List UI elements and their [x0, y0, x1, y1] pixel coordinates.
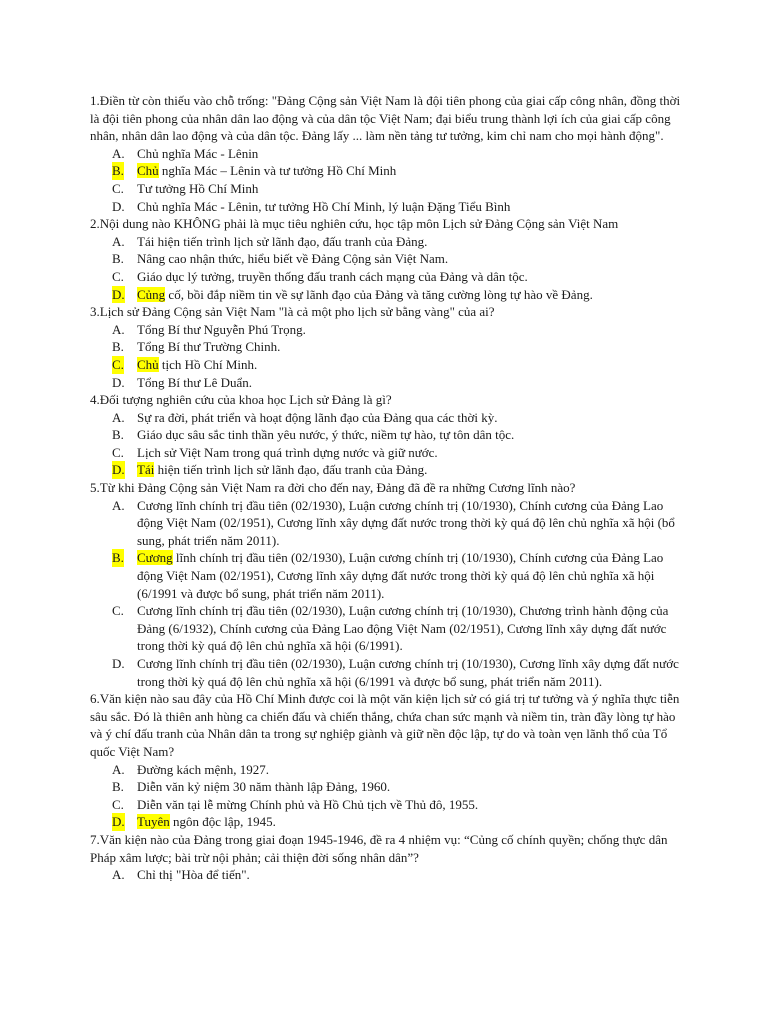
question-text: 1.Điền từ còn thiếu vào chỗ trống: "Đảng Cộng sản Việt Nam là đội tiên phong của giai cấp công nhân, đồng thời là đội tiên phong của nhân dân lao động và của dân tộc Việt Nam; đại biểu trung thành lợi ích của giai cấp công nhân, nhân dân lao động và của dân tộc. Đảng lấy ... làm nền tảng tư tưởng, kim chỉ nam cho mọi hành động". — [90, 93, 681, 144]
question-4 — [90, 391, 690, 479]
option-b: B. Tổng Bí thư Trường Chinh. — [112, 339, 281, 355]
answer-highlight: Tuyên — [137, 814, 170, 830]
option-a: A. Cương lĩnh chính trị đầu tiên (02/1930), Luận cương chính trị (10/1930), Chính cương của Đảng Lao động Việt Nam (02/1951), Cương lĩnh xây dựng đất nước trong thời kỳ quá độ lên chủ nghĩa xã hội (bổ sung, phát triển năm 2011). — [112, 497, 675, 548]
answer-highlight: Củng — [137, 286, 166, 302]
option-list — [90, 233, 690, 303]
answer-highlight: Chủ — [137, 356, 159, 372]
option-d: D. Cương lĩnh chính trị đầu tiên (02/1930), Luận cương chính trị (10/1930), Cương lĩnh xây dựng đất nước trong thời kỳ quá độ lên chủ nghĩa xã hội (6/1991 và được bổ sung, phát triển năm 2011). — [112, 656, 679, 689]
option-d-highlighted: D. Tuyên ngôn độc lập, 1945. — [112, 814, 276, 830]
option-d-highlighted: D. Tái hiện tiến trình lịch sử lãnh đạo, đấu tranh của Đảng. — [112, 462, 428, 478]
option-b: B. Giáo dục sâu sắc tinh thần yêu nước, ý thức, niềm tự hào, tự tôn dân tộc. — [112, 427, 515, 443]
option-d: D. Chủ nghĩa Mác - Lênin, tư tưởng Hồ Chí Minh, lý luận Đặng Tiểu Bình — [112, 198, 511, 214]
answer-highlight: Cương — [137, 550, 173, 566]
question-7 — [90, 831, 690, 884]
option-a: A. Sự ra đời, phát triển và hoạt động lãnh đạo của Đảng qua các thời kỳ. — [112, 409, 498, 425]
question-text: 5.Từ khi Đảng Cộng sản Việt Nam ra đời cho đến nay, Đảng đã đề ra những Cương lĩnh nào? — [90, 480, 576, 496]
option-list — [90, 145, 690, 215]
question-text: 7.Văn kiện nào của Đảng trong giai đoạn 1945-1946, đề ra 4 nhiệm vụ: “Củng cố chính quyền; chống thực dân Pháp xâm lược; bài trừ nội phản; cải thiện đời sống nhân dân”? — [90, 831, 668, 865]
document-body — [90, 92, 690, 884]
answer-highlight: Chủ — [137, 163, 159, 179]
option-c: C. Tư tưởng Hồ Chí Minh — [112, 180, 259, 196]
question-6 — [90, 690, 690, 831]
question-text: 2.Nội dung nào KHÔNG phải là mục tiêu nghiên cứu, học tập môn Lịch sử Đảng Cộng sản Việt Nam — [90, 216, 619, 232]
option-c: C. Lịch sử Việt Nam trong quá trình dựng nước và giữ nước. — [112, 444, 438, 460]
option-c-highlighted: C. Chủ tịch Hồ Chí Minh. — [112, 356, 258, 372]
option-a: A. Đường kách mệnh, 1927. — [112, 761, 269, 777]
question-text: 3.Lịch sử Đảng Cộng sản Việt Nam "là cả một pho lịch sử bằng vàng" của ai? — [90, 304, 495, 320]
option-a: A. Tái hiện tiến trình lịch sử lãnh đạo, đấu tranh của Đảng. — [112, 233, 428, 249]
option-b: B. Diễn văn kỷ niệm 30 năm thành lập Đảng, 1960. — [112, 779, 391, 795]
option-list — [90, 866, 690, 884]
option-a: A. Chủ nghĩa Mác - Lênin — [112, 145, 259, 161]
question-text: 4.Đối tượng nghiên cứu của khoa học Lịch sử Đảng là gì? — [90, 392, 392, 408]
question-2 — [90, 215, 690, 303]
question-3 — [90, 303, 690, 391]
option-c: C. Cương lĩnh chính trị đầu tiên (02/1930), Luận cương chính trị (10/1930), Chương trình hành động của Đảng (6/1932), Chính cương của Đảng Lao động Việt Nam (02/1951), Cương lĩnh xây dựng đất nước trong thời kỳ quá độ lên chủ nghĩa xã hội (6/1991). — [112, 603, 669, 654]
option-c: C. Giáo dục lý tưởng, truyền thống đấu tranh cách mạng của Đảng và dân tộc. — [112, 268, 528, 284]
option-d-highlighted: D. Củng cố, bồi đắp niềm tin về sự lãnh đạo của Đảng và tăng cường lòng tự hào về Đảng. — [112, 286, 593, 302]
option-b-highlighted: B. Chủ nghĩa Mác – Lênin và tư tưởng Hồ Chí Minh — [112, 163, 397, 179]
option-b: B. Nâng cao nhận thức, hiểu biết về Đảng Cộng sản Việt Nam. — [112, 251, 449, 267]
option-list — [90, 761, 690, 831]
option-list — [90, 409, 690, 479]
question-text: 6.Văn kiện nào sau đây của Hồ Chí Minh được coi là một văn kiện lịch sử có giá trị tư tưởng và ý nghĩa thực tiễn sâu sắc. Đó là thiên anh hùng ca chiến đấu và chiến thắng, chứa chan sức mạnh và niềm tin, tràn đầy lòng tự hào và ý chí đấu tranh của Nhân dân ta trong sự nghiệp giành và giữ nền độc lập, tự do và toàn vẹn lãnh thổ của Tổ quốc Việt Nam? — [90, 691, 680, 759]
option-list — [90, 321, 690, 391]
option-c: C. Diễn văn tại lễ mừng Chính phủ và Hồ Chủ tịch về Thủ đô, 1955. — [112, 796, 479, 812]
answer-highlight: Tái — [137, 462, 155, 478]
question-1 — [90, 92, 690, 215]
option-d: D. Tổng Bí thư Lê Duẩn. — [112, 374, 253, 390]
option-a: A. Tổng Bí thư Nguyễn Phú Trọng. — [112, 321, 306, 337]
question-5 — [90, 479, 690, 690]
option-a: A. Chỉ thị "Hòa để tiến". — [112, 867, 250, 883]
option-b-highlighted: B. Cương lĩnh chính trị đầu tiên (02/1930), Luận cương chính trị (10/1930), Chính cương của Đảng Lao động Việt Nam (02/1951), Cương lĩnh xây dựng đất nước trong thời kỳ quá độ lên chủ nghĩa xã hội (6/1991 và được bổ sung, phát triển năm 2011). — [112, 550, 664, 601]
option-list — [90, 497, 690, 691]
